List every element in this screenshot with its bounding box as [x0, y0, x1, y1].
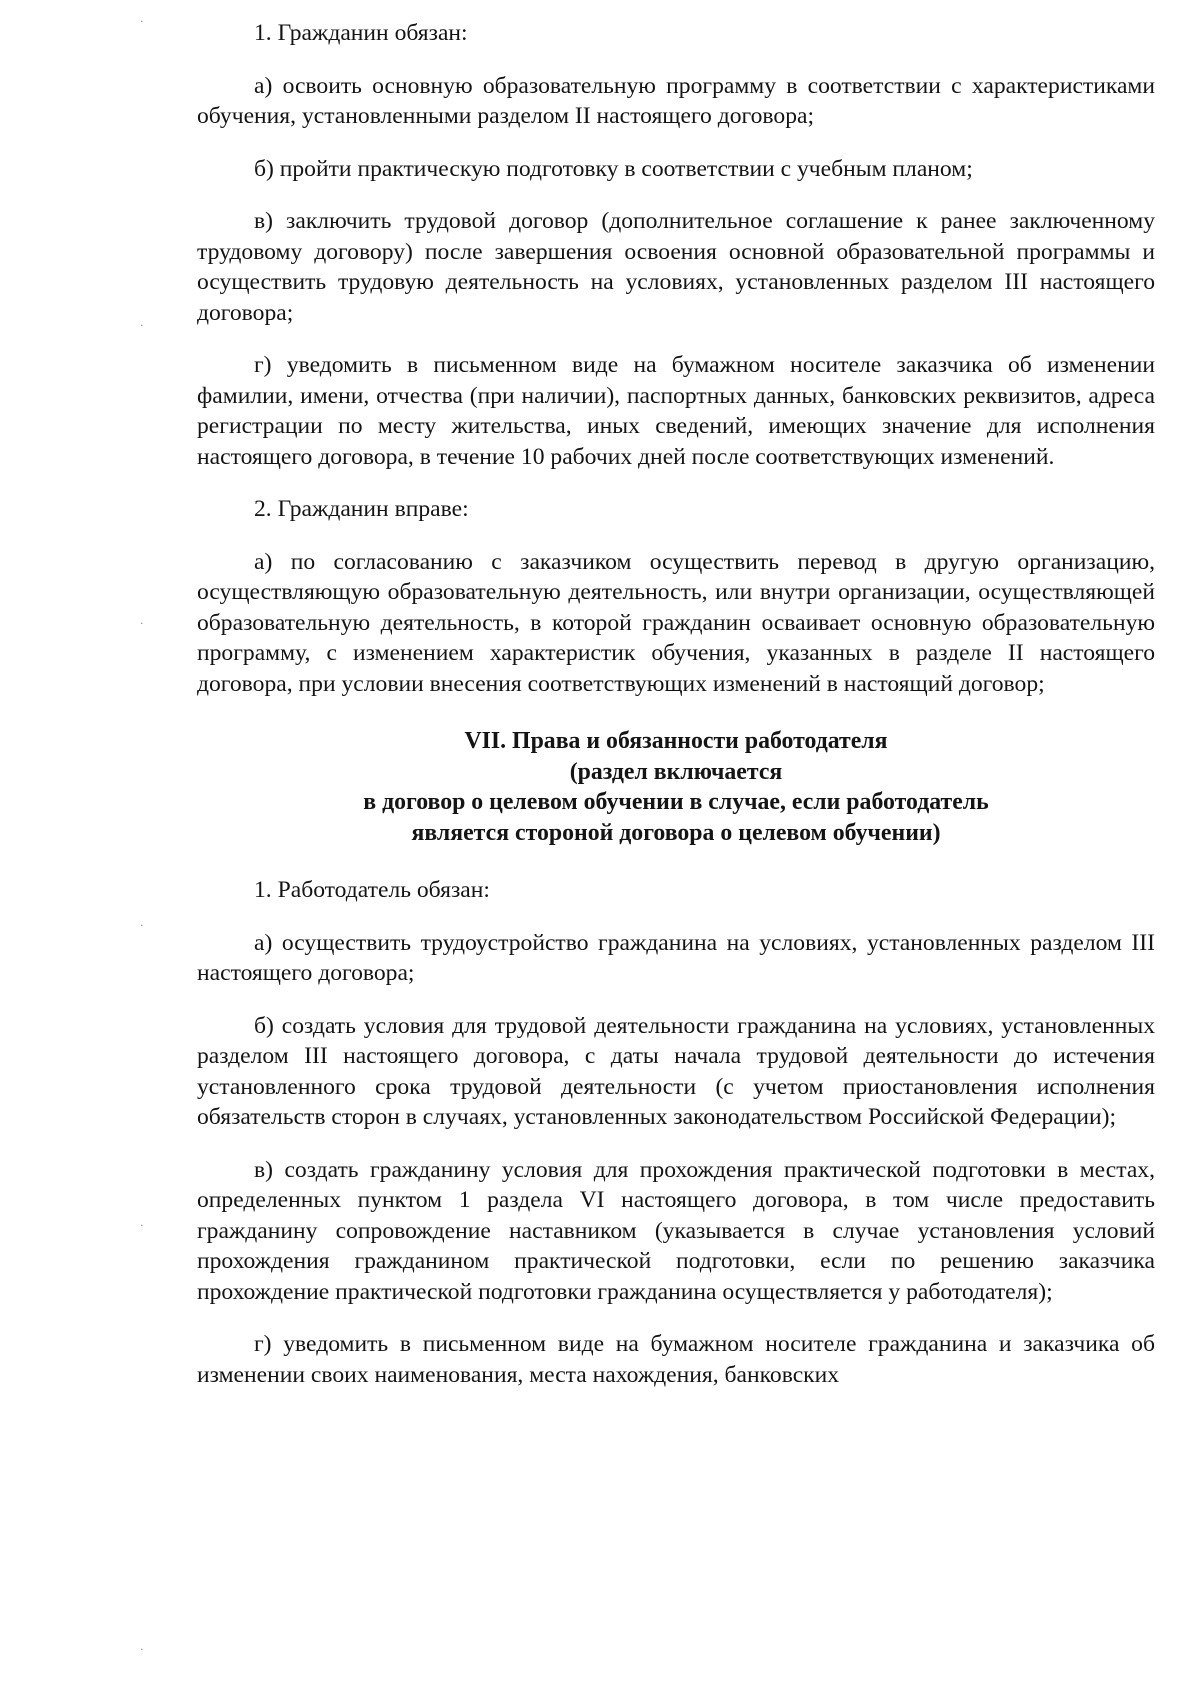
section-title-line: является стороной договора о целевом обучении) [411, 819, 941, 846]
citizen-right-a: а) по согласованию с заказчиком осуществить перевод в другую организацию, осуществляющую образовательную деятельность, или внутри организации, осуществляющей образовательную деятельность, в которой гражданин осваивает основную образовательную программу, с изменением характеристик обучения, указанных в разделе II настоящего договора, при условии внесения соответствующих изменений в настоящий договор; [197, 548, 1155, 697]
employer-obligation-d: г) уведомить в письменном виде на бумажном носителе гражданина и заказчика об изменении своих наименования, места нахождения, банковских [197, 1331, 1155, 1388]
citizen-obligation-c: в) заключить трудовой договор (дополнительное соглашение к ранее заключенному трудовому договору) после завершения освоения основной образовательной программы и осуществить трудовую деятельность на условиях, установленных разделом III настоящего договора; [197, 208, 1155, 326]
citizen-obligation-b: б) пройти практическую подготовку в соответствии с учебным планом; [254, 155, 973, 182]
citizen-obligation-a: а) освоить основную образовательную программу в соответствии с характеристиками обучения, установленными разделом II настоящего договора; [197, 72, 1155, 129]
citizen-entitled-heading: 2. Гражданин вправе: [254, 496, 469, 522]
employer-obligation-b: б) создать условия для трудовой деятельности гражданина на условиях, установленных разделом III настоящего договора, с даты начала трудовой деятельности до истечения установленного срока трудовой деятельности (с учетом приостановления исполнения обязательств сторон в случаях, установленных законодательством Российской Федерации); [197, 1012, 1155, 1130]
section-title-line: (раздел включается [569, 758, 783, 785]
employer-obligation-c: в) создать гражданину условия для прохождения практической подготовки в местах, определенных пунктом 1 раздела VI настоящего договора, в том числе предоставить гражданину сопровождение наставником (указывается в случае установления условий прохождения гражданином практической подготовки, если по решению заказчика прохождение практической подготовки гражданина осуществляется у работодателя); [197, 1156, 1155, 1305]
scan-mark: . [140, 12, 144, 25]
scan-mark: . [140, 316, 144, 329]
citizen-obliged-heading: 1. Гражданин обязан: [254, 20, 468, 46]
scan-mark: . [140, 1640, 144, 1653]
employer-obligation-a: а) осуществить трудоустройство гражданина на условиях, установленных разделом III настоящего договора; [197, 929, 1155, 986]
section-title-line: в договор о целевом обучении в случае, если работодатель [363, 789, 989, 815]
section-title-line: VII. Права и обязанности работодателя [464, 728, 888, 754]
citizen-obligation-d: г) уведомить в письменном виде на бумажном носителе заказчика об изменении фамилии, имени, отчества (при наличии), паспортных данных, банковских реквизитов, адреса регистрации по месту жительства, иных сведений, имеющих значение для исполнения настоящего договора, в течение 10 рабочих дней после соответствующих изменений. [197, 352, 1155, 470]
employer-obliged-heading: 1. Работодатель обязан: [254, 877, 490, 903]
section-title [197, 726, 1155, 848]
scan-mark: . [140, 916, 144, 929]
document-body [197, 18, 1155, 1390]
scan-mark: . [140, 1216, 144, 1229]
scan-mark: . [140, 614, 144, 627]
